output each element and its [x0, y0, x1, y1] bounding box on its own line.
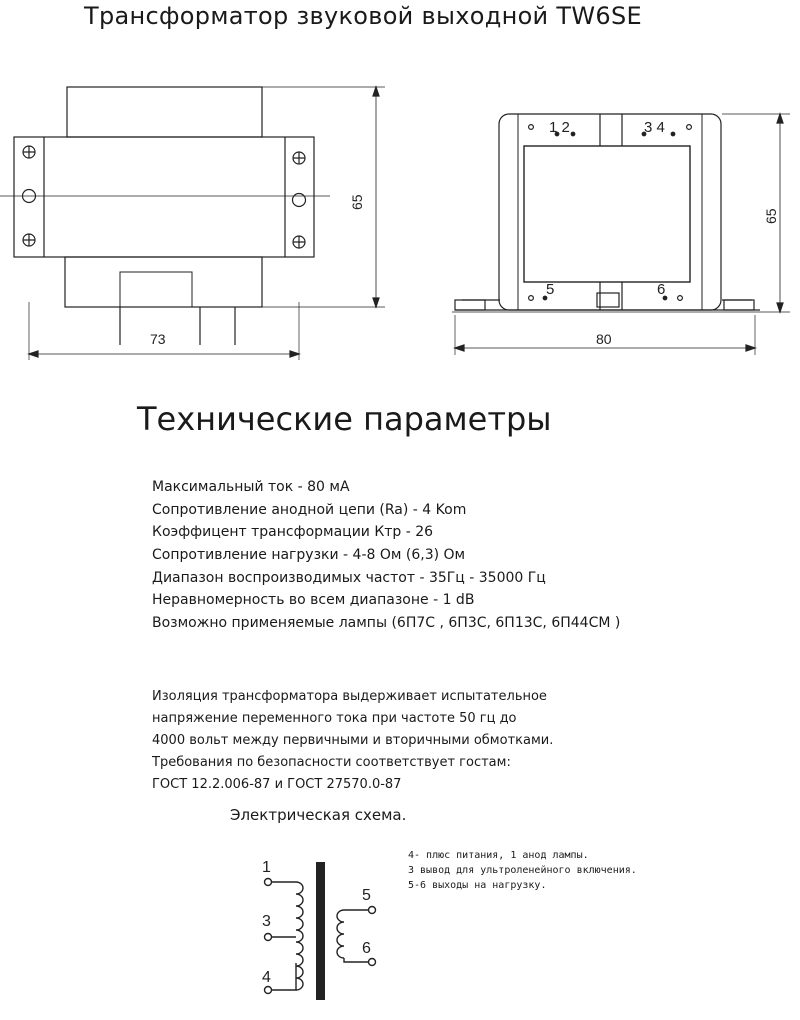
- technical-parameters-heading: Технические параметры: [137, 400, 552, 438]
- side-width-dimension: 80: [596, 331, 612, 347]
- transformer-drawing: [0, 70, 800, 370]
- param-frequency-range: Диапазон воспроизводимых частот - 35Гц - 35000 Гц: [152, 569, 546, 586]
- terminal-5: [369, 907, 376, 914]
- front-core-bottom: [65, 257, 262, 307]
- transformer-core: [316, 862, 325, 1000]
- legend-line: 3 вывод для ультроленейного включения.: [408, 865, 637, 876]
- note-line: Изоляция трансформатора выдерживает испытательное: [152, 689, 547, 704]
- secondary-winding: [337, 910, 344, 958]
- param-anode-resistance: Сопротивление анодной цепи (Ra) - 4 Kom: [152, 501, 467, 518]
- front-frame: [14, 137, 314, 257]
- side-pins-3-4-label: 3 4: [644, 119, 665, 136]
- legend-line: 4- плюс питания, 1 анод лампы.: [408, 850, 589, 861]
- terminal-4: [265, 987, 272, 994]
- param-transform-ratio: Коэффицент трансформации Ктр - 26: [152, 524, 434, 541]
- side-pins-1-2-label: 1 2: [549, 119, 570, 136]
- legend-line: 5-6 выходы на нагрузку.: [408, 880, 547, 891]
- pin-4-label: 4: [262, 969, 271, 986]
- side-view: [452, 114, 790, 355]
- front-view: [0, 87, 385, 360]
- param-tubes: Возможно применяемые лампы (6П7С , 6П3С, 6П13С, 6П44СМ ): [152, 615, 621, 632]
- mount-screw-icon: [23, 234, 35, 246]
- note-line: напряжение переменного тока при частоте 50 гц до: [152, 711, 517, 726]
- front-height-dimension: 65: [349, 194, 365, 210]
- side-height-dimension: 65: [763, 208, 779, 224]
- param-load-resistance: Сопротивление нагрузки - 4-8 Ом (6,3) Ом: [152, 547, 466, 564]
- electrical-schematic: [240, 848, 400, 1008]
- note-line: ГОСТ 12.2.006-87 и ГОСТ 27570.0-87: [152, 777, 402, 792]
- mount-screw-icon: [293, 236, 305, 248]
- pin-5-label: 5: [362, 887, 371, 904]
- terminal-1: [265, 879, 272, 886]
- terminal-3: [265, 934, 272, 941]
- side-frame: [499, 114, 721, 310]
- param-max-current: Максимальный ток - 80 мА: [152, 479, 350, 495]
- mount-screw-icon: [23, 146, 35, 158]
- side-pin-5-label: 5: [546, 281, 555, 298]
- front-core-top: [67, 87, 262, 137]
- side-pin-6-label: 6: [657, 281, 666, 298]
- mount-hole-icon: [293, 194, 306, 207]
- front-width-dimension: 73: [150, 331, 166, 347]
- primary-winding: [296, 882, 303, 990]
- parameters-list: [152, 476, 620, 635]
- insulation-note: [152, 686, 553, 796]
- pin-1-label: 1: [262, 859, 271, 876]
- note-line: 4000 вольт между первичными и вторичными обмотками.: [152, 733, 554, 748]
- schematic-legend: [408, 848, 637, 893]
- note-line: Требования по безопасности соответствует гостам:: [152, 755, 511, 770]
- terminal-6: [369, 959, 376, 966]
- document-title: Трансформатор звуковой выходной TW6SE: [84, 2, 642, 30]
- param-flatness: Неравномерность во всем диапазоне - 1 dB: [152, 592, 475, 609]
- pin-3-label: 3: [262, 913, 271, 930]
- mount-screw-icon: [293, 152, 305, 164]
- pin-6-label: 6: [362, 940, 371, 957]
- schema-title: Электрическая схема.: [230, 806, 407, 824]
